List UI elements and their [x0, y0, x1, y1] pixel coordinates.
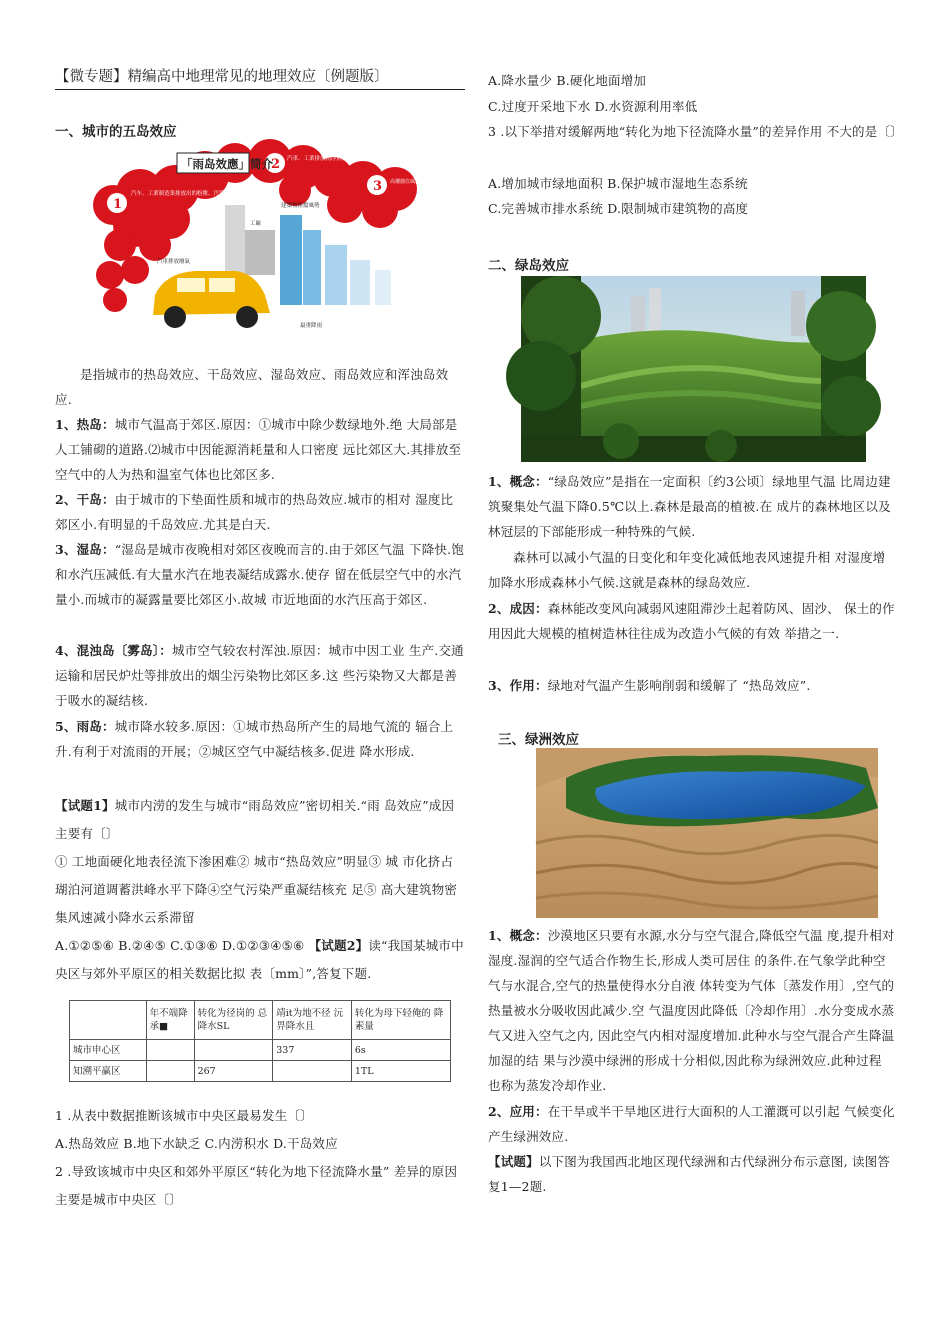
item-wet-island — [55, 537, 465, 612]
data-table — [69, 1000, 451, 1082]
green-island-concept-text: “绿岛效应”是指在一定面积〔约3公顷〕绿地里气温 比周边建筑聚集处气温下降0.5℃以上.森林是最高的植被.在 成片的森林地区以及林冠层的下部能形成一种特殊的气候. — [488, 474, 891, 539]
oasis-concept-text: 沙漠地区只要有水源,水分与空气混合,降低空气温 度,提升相对湿度.湿润的空气适合作物生长,形成人类可居住 的条件.在气象学此种空气与水混合,空气的热量使得水分自液 体转变为气体〔蒸发作用〕,空气的热量被水分吸收因此减少.空 气温度因此降低〔冷却作用〕.水分变成水蒸气又进入空气之内, 因此空气内相对湿度增加.此种水与空气混合产生降温加湿的结 果与沙漠中绿洲的形成十分相似,因此称为绿洲效应.此种过程 也称为蒸发冷却作业. — [488, 928, 895, 1093]
caption-1: 汽车、工業制造業排放出的粉塵、汚染空氣形成降雨 — [131, 191, 258, 197]
item-turbid-island-label: 4、混浊岛〔雾岛〕： — [55, 643, 172, 658]
rain-island-illustration — [95, 145, 476, 335]
green-island-effect-text: 绿地对气温产生影响削弱和缓解了 “热岛效应”. — [547, 678, 811, 693]
item-turbid-island-text: 城市空气较农村浑浊.原因：城市中因工业 生产.交通运输和居民炉灶等排放出的烟尘污染物比郊区多.这 些污染物又大都是善于吸水的凝结核. — [55, 643, 464, 708]
desert-oasis-image — [536, 748, 878, 918]
section-heading-oasis: 三、绿洲效应 — [498, 732, 579, 748]
table-header-cell: 转化为径岗的 总降水SL — [194, 1001, 273, 1040]
oasis-photo — [536, 748, 878, 918]
table-cell — [146, 1040, 194, 1061]
table-header-cell — [70, 1001, 147, 1040]
marker-3: 3 — [373, 179, 383, 194]
item-heat-island-label: 1、热岛： — [55, 417, 115, 432]
subquestion-1: 1 .从表中数据推断该城市中央区最易发生〔〕 — [55, 1108, 313, 1123]
green-island-paragraph: 森林可以减小气温的日变化和年变化减低地表风速提升相 对湿度增加降水形成森林小气候.这就是森林的绿岛效应. — [488, 550, 886, 590]
figure-title: 「雨岛效應」简介 — [181, 157, 273, 171]
question-1-options: ① 工地面硬化地表径流下渗困难② 城市“热岛效应”明显③ 城 市化挤占瑚泊河道调蓄洪峰水平下降④空气污染严重凝结核充 足⑤ 高大建筑物密集风速减小降水云系滞留 — [55, 854, 458, 925]
table-header-cell: 年不端降承■ — [146, 1001, 194, 1040]
rain-island-figure — [95, 145, 476, 335]
table-cell: 337 — [273, 1040, 352, 1061]
item-dry-island-label: 2、干岛： — [55, 492, 115, 507]
green-island-effect — [488, 673, 898, 698]
page-title: 【微专题】精编高中地理常见的地理效应〔例题版〕 — [55, 66, 465, 90]
table-cell: 1TL — [351, 1061, 450, 1082]
table-cell: 267 — [194, 1061, 273, 1082]
forest-park-image — [521, 276, 866, 462]
item-wet-island-label: 3、湿岛： — [55, 542, 115, 557]
table-header-cell: 靖it为地不径 沅畀降水且 — [273, 1001, 352, 1040]
oasis-question-text: 以下图为我国西北地区现代绿洲和古代绿洲分布示意图, 读图答复1—2题. — [488, 1154, 891, 1194]
table-cell: 知溯平赢区 — [70, 1061, 147, 1082]
table-cell — [273, 1061, 352, 1082]
subquestion-2: 2 .导致该城市中央区和郊外平原区“转化为地下径流降水量” 差异的原因主要是城市中央区〔〕 — [55, 1164, 458, 1207]
section-heading-five-islands: 一、城市的五岛效应 — [55, 124, 177, 140]
subquestion-2-options-ab: A.降水量少 B.硬化地面增加 — [488, 73, 647, 88]
question-1-answers: A.①②⑤⑥ B.②④⑤ C.①③⑥ D.①②③④⑤⑥ — [55, 938, 305, 953]
label-buildings: 建築物阻擋風勢 — [281, 203, 320, 209]
question-1-answers-and-question-2 — [55, 932, 465, 988]
table-row — [70, 1061, 451, 1082]
green-island-cause — [488, 596, 898, 646]
oasis-question — [488, 1149, 898, 1199]
oasis-application-text: 在干旱或半干旱地区进行大面积的人工灌溉可以引起 气候变化产生绿洲效应. — [488, 1104, 895, 1144]
green-island-concept-label: 1、概念： — [488, 474, 548, 489]
subquestion-3-options-cd: C.完善城市排水系统 D.限制城市建筑物的高度 — [488, 201, 749, 216]
green-island-cause-label: 2、成因： — [488, 601, 548, 616]
forest-photo — [521, 276, 866, 462]
item-wet-island-text: “湿岛是城市夜晚相对郊区夜晚而言的.由于郊区气温 下降快.饱和水汽压减低.有大量水汽在地表凝结成露水.使存 留在低层空气中的水汽量小.而城市的凝露量要比郊区小.故城 市近地面的水汽压高于郊区. — [55, 542, 465, 607]
intro-paragraph: 是指城市的热岛效应、干岛效应、湿岛效应、雨岛效应和浑浊岛效应. — [55, 367, 449, 407]
question-2-label: 【试题2】 — [308, 938, 369, 953]
item-rain-island-label: 5、雨岛： — [55, 719, 115, 734]
green-island-cause-text: 森林能改变风向减弱风速阻滞沙土起着防风、固沙、 保土的作用因此大规模的植树造林往往成为改造小气候的有效 举措之一. — [488, 601, 895, 641]
oasis-question-label: 【试题】 — [488, 1154, 539, 1169]
table-header-cell: 转化为母下轻俺的 降素量 — [351, 1001, 450, 1040]
oasis-concept-label: 1、概念： — [488, 928, 548, 943]
table-cell — [194, 1040, 273, 1061]
oasis-concept — [488, 923, 898, 1098]
subquestion-3: 3 .以下举措对缓解两地“转化为地下径流降水量”的差异作用 不大的是〔〕 — [488, 124, 903, 139]
car-icon — [153, 271, 270, 328]
table-row — [70, 1040, 451, 1061]
oasis-application-label: 2、应用： — [488, 1104, 548, 1119]
table-header-row — [70, 1001, 451, 1040]
item-rain-island — [55, 714, 465, 764]
table-cell — [146, 1061, 194, 1082]
label-car-exhaust: 汽車排放廢氣 — [157, 259, 191, 265]
marker-2: 2 — [271, 157, 281, 172]
table-cell: 城市申心区 — [70, 1040, 147, 1061]
label-factory: 工廠 — [250, 221, 262, 227]
marker-1: 1 — [113, 197, 123, 212]
subquestion-1-options: A.热岛效应 B.地下水缺乏 C.内涝积水 D.干岛效应 — [55, 1136, 338, 1151]
table-cell: 6s — [351, 1040, 450, 1061]
item-rain-island-text: 城市降水较多.原因：①城市热岛所产生的局地气流的 辐合上升.有利于对流雨的开展；②城区空气中凝结核多.促进 降水形成. — [55, 719, 454, 759]
question-1-text: 城市内涝的发生与城市“雨岛效应”密切相关.“雨 岛效应”成因主要有〔〕 — [55, 798, 455, 841]
item-dry-island-text: 由于城市的下垫面性质和城市的热岛效应.城市的相对 湿度比郊区小.有明显的千岛效应.尤其是白天. — [55, 492, 454, 532]
caption-3: 高樓擋住風、令水氣聚集、從而形成雨 — [390, 179, 476, 185]
item-turbid-island — [55, 638, 465, 713]
section-heading-green-island: 二、绿岛效应 — [488, 258, 569, 274]
green-island-effect-label: 3、作用： — [488, 678, 548, 693]
label-rain: 最重降雨 — [300, 323, 323, 329]
question-1-label: 【试题1】 — [55, 798, 115, 813]
item-heat-island — [55, 412, 465, 487]
item-heat-island-text: 城市气温高于郊区.原因：①城市中除少数绿地外.绝 大局部是人工铺砌的道路.⑵城市中因能源消耗量和人口密度 远比郊区大.其排放至空气中的人为热和温室气体也比郊区多. — [55, 417, 462, 482]
green-island-concept — [488, 469, 898, 544]
subquestion-3-options-ab: A.增加城市绿地面积 B.保护城市湿地生态系统 — [488, 176, 748, 191]
oasis-application — [488, 1099, 898, 1149]
question-2-text: 读“我国某城市中央区与郊外平原区的相关数据比拟 表〔mm〕”,答复下题. — [55, 938, 464, 981]
question-1 — [55, 792, 465, 848]
caption-2: 汽車、工業排放物浮於空中及更多微粒 — [287, 156, 381, 162]
item-dry-island — [55, 487, 465, 537]
subquestion-2-options-cd: C.过度开采地下水 D.水资源利用率低 — [488, 99, 698, 114]
